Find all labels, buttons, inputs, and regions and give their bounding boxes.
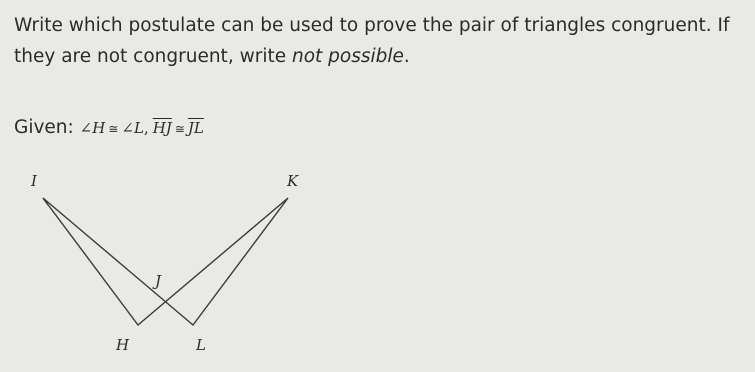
vertex-label-h: H	[116, 336, 130, 354]
congruent-symbol-2: ≅	[174, 122, 185, 136]
triangle-outlines	[43, 198, 288, 325]
segment-jl: $\overline{JL}$	[187, 119, 204, 137]
vertex-label-i: I	[31, 172, 37, 190]
segment-hj: $\overline{HJ}$	[152, 119, 172, 137]
given-comma: ,	[143, 119, 149, 137]
vertex-label-j: J	[155, 272, 162, 290]
angle-l: L	[133, 119, 144, 137]
angle-symbol-2: ∠	[121, 119, 134, 137]
congruent-symbol-1: ≅	[108, 122, 119, 136]
angle-h: H	[92, 119, 106, 137]
question-main: Write which postulate can be used to prove the pair of triangles congruent. If they are not congruent, write	[14, 15, 730, 67]
question-emphasis: not possible	[291, 46, 404, 67]
question-end: .	[403, 46, 410, 67]
given-label: Given:	[14, 117, 74, 138]
angle-symbol-1: ∠	[79, 119, 93, 137]
vertex-label-l: L	[196, 336, 206, 354]
vertex-label-k: K	[287, 172, 299, 190]
